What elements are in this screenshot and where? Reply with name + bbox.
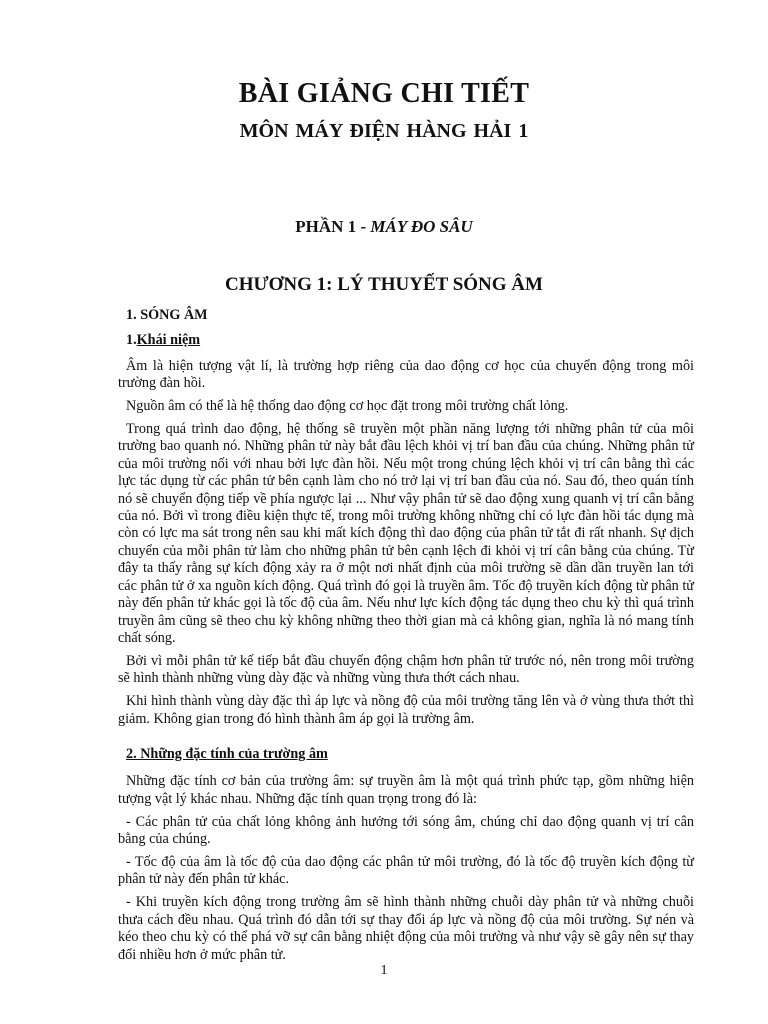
subsection-number: 1. [126, 332, 137, 349]
paragraph: Bởi vì mỗi phân tử kế tiếp bắt đầu chuyển động chậm hơn phân tử trước nó, nên trong môi trường sẽ hình thành những vùng dày đặc và những vùng thưa thớt cách nhau. [118, 652, 694, 687]
paragraph: Trong quá trình dao động, hệ thống sẽ truyền một phần năng lượng tới những phân tử của môi trường bao quanh nó. Những phân tử này bắt đầu lệch khỏi vị trí ban đầu của chúng. Những phân tử của môi trường nối với nhau bởi lực đàn hồi. Nếu một trong chúng lệch khỏi vị trí cân bằng thì các lực tác dụng từ các phân tử bên cạnh làm cho nó trở lại vị trí ban đầu của nó. Sau đó, theo quán tính nó sẽ chuyển động tiếp về phía ngược lại ... Như vậy phân tử sẽ dao động xung quanh vị trí cân bằng của nó. Bởi vì trong điều kiện thực tế, trong môi trường không những chỉ có lực đàn hồi tác dụng mà còn có lực ma sát trong nên sau khi mất kích động thì dao động của phân tử tắt đi rất nhanh. Sự dịch chuyển của mỗi phân tử làm cho những phân tử bên cạnh lệch đi khỏi vị trí cân bằng của chúng. Từ đây ta thấy rằng sự kích động xảy ra ở một nơi nhất định của môi trường sẽ dần dần truyền lan tới các phân tử ở xa nguồn kích động. Quá trình đó gọi là truyền âm. Tốc độ truyền kích động từ phân tử này đến phân tử khác gọi là tốc độ của âm. Nếu như lực kích động tác dụng theo chu kỳ thì quá trình truyền âm cũng sẽ theo chu kỳ không những theo thời gian mà cả không gian, nghĩa là nó mang tính chất sóng. [118, 421, 694, 646]
document-body [118, 302, 694, 969]
paragraph: Những đặc tính cơ bản của trường âm: sự truyền âm là một quá trình phức tạp, gồm những hiện tượng vật lý khác nhau. Những đặc tính quan trọng trong đó là: [118, 773, 694, 807]
part-title [0, 217, 768, 237]
page-number: 1 [380, 963, 388, 978]
section-heading-1: 1. SÓNG ÂM [126, 307, 208, 323]
section-heading-2: 2. Những đặc tính của trường âm [126, 745, 328, 762]
document-title: BÀI GIẢNG CHI TIẾT [238, 78, 530, 109]
chapter-title: CHƯƠNG 1: LÝ THUYẾT SÓNG ÂM [225, 274, 543, 295]
document-subtitle: MÔN MÁY ĐIỆN HÀNG HẢI 1 [239, 120, 529, 142]
paragraph: Nguồn âm có thể là hệ thống dao động cơ học đặt trong môi trường chất lỏng. [126, 398, 569, 415]
subsection-heading-1 [118, 332, 694, 349]
subsection-title: Khái niệm [136, 332, 201, 349]
list-item: - Các phân tử của chất lỏng không ảnh hưởng tới sóng âm, chúng chỉ dao động quanh vị trí cân bằng của chúng. [118, 813, 694, 848]
list-item: - Tốc độ của âm là tốc độ của dao động các phân tử môi trường, đó là tốc độ truyền kích động từ phân tử này đến phân tử khác. [118, 853, 694, 888]
list-item: - Khi truyền kích động trong trường âm sẽ hình thành những chuỗi dày phân tử và những chuỗi thưa cách đều nhau. Quá trình đó dẫn tới sự thay đổi áp lực và nồng độ của môi trường. Sự nén và kéo theo chu kỳ có thể phá vỡ sự cân bằng nhiệt động của môi trường và như vậy sẽ gây nên sự thay đổi nhiều hơn ở mức phân tử. [118, 894, 694, 963]
part-name: MÁY ĐO SÂU [370, 217, 473, 236]
paragraph: Âm là hiện tượng vật lí, là trường hợp riêng của dao động cơ học của chuyển động trong môi trường đàn hồi. [118, 357, 694, 392]
part-label: PHẦN 1 - [295, 217, 371, 236]
paragraph: Khi hình thành vùng dày đặc thì áp lực và nồng độ của môi trường tăng lên và ở vùng thưa thớt thì giảm. Không gian trong đó hình thành âm áp gọi là trường âm. [118, 693, 694, 727]
